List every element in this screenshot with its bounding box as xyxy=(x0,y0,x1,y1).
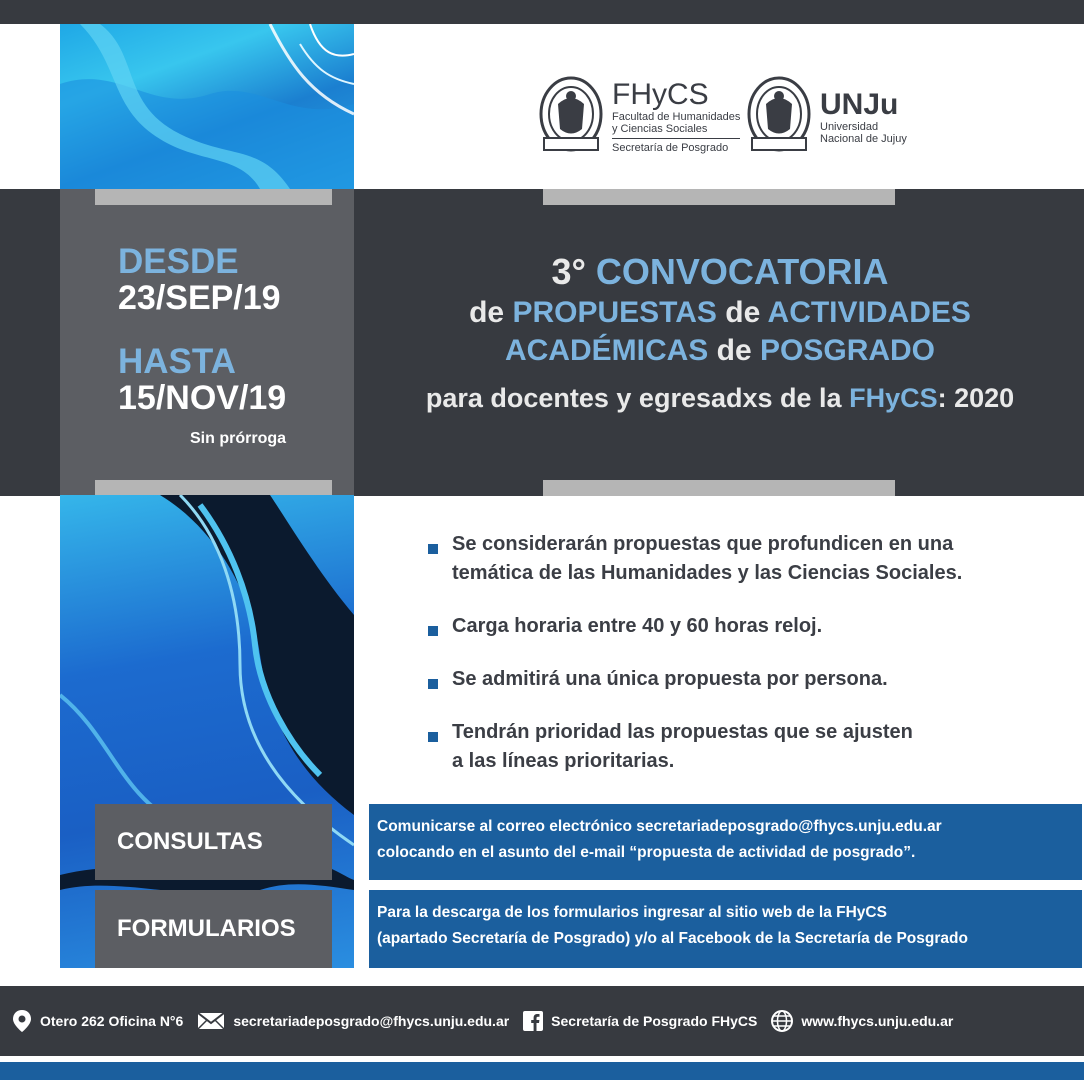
list-item xyxy=(426,718,1046,776)
no-extension-note: Sin prórroga xyxy=(190,430,287,447)
list-item xyxy=(426,665,1046,694)
website-text: www.fhycs.unju.edu.ar xyxy=(801,1013,954,1029)
subtitle-fhycs: FHyCS xyxy=(849,383,938,413)
unju-logo xyxy=(746,74,907,160)
list-item xyxy=(426,530,1046,588)
consultas-info xyxy=(369,804,1082,880)
bullet-line: a las líneas prioritarias. xyxy=(452,750,675,772)
fhycs-acronym: FHyCS xyxy=(612,78,709,111)
footer-email[interactable] xyxy=(197,1012,509,1030)
grey-tab xyxy=(543,480,895,496)
university-seal-icon xyxy=(538,74,604,160)
bullet-line: Carga horaria entre 40 y 60 horas reloj. xyxy=(452,615,823,637)
title-convocatoria: CONVOCATORIA xyxy=(595,251,889,292)
university-seal-icon xyxy=(746,74,812,160)
title-academicas: ACADÉMICAS xyxy=(504,334,709,367)
bullet-square-icon xyxy=(428,679,438,689)
fhycs-line2: y Ciencias Sociales xyxy=(612,123,708,135)
unju-acronym: UNJu xyxy=(820,88,899,121)
fhycs-line1: Facultad de Humanidades xyxy=(612,111,741,123)
grey-tab xyxy=(95,480,332,496)
facebook-icon xyxy=(523,1011,543,1031)
email-text: secretariadeposgrado@fhycs.unju.edu.ar xyxy=(233,1013,510,1029)
bullet-square-icon xyxy=(428,732,438,742)
consultas-line: Comunicarse al correo electrónico secretariadeposgrado@fhycs.unju.edu.ar xyxy=(377,818,942,835)
headline xyxy=(365,250,1075,416)
unju-line1: Universidad xyxy=(820,121,879,133)
footer-facebook[interactable] xyxy=(523,1011,757,1031)
to-label: HASTA xyxy=(118,342,236,381)
title-de: de xyxy=(716,334,752,367)
bullet-line: temática de las Humanidades y las Ciencias Sociales. xyxy=(452,562,963,584)
abstract-art-top xyxy=(60,24,354,189)
to-date: 15/NOV/19 xyxy=(118,379,287,417)
subtitle-year: : 2020 xyxy=(937,383,1015,413)
formularios-label: FORMULARIOS xyxy=(95,890,332,968)
title-posgrado: POSGRADO xyxy=(760,334,936,367)
bottom-bar xyxy=(0,1062,1084,1080)
title-actividades: ACTIVIDADES xyxy=(767,296,971,329)
fhycs-logo xyxy=(538,74,740,160)
consultas-line: colocando en el asunto del e-mail “propuesta de actividad de posgrado”. xyxy=(377,844,916,861)
address-text: Otero 262 Oficina N°6 xyxy=(40,1013,184,1029)
footer-address xyxy=(12,1009,183,1033)
footer xyxy=(0,986,1084,1056)
title-number: 3° xyxy=(551,251,586,292)
requirements-list xyxy=(426,530,1046,800)
title-de: de xyxy=(725,296,761,329)
formularios-info xyxy=(369,890,1082,968)
dates-block xyxy=(118,244,286,416)
grey-tab xyxy=(95,189,332,205)
facebook-text: Secretaría de Posgrado FHyCS xyxy=(551,1013,758,1029)
bullet-square-icon xyxy=(428,626,438,636)
bullet-square-icon xyxy=(428,544,438,554)
consultas-label: CONSULTAS xyxy=(95,804,332,880)
bullet-line: Se considerarán propuestas que profundicen en una xyxy=(452,533,954,555)
list-item xyxy=(426,612,1046,641)
fhycs-dept: Secretaría de Posgrado xyxy=(612,138,740,155)
formularios-line: Para la descarga de los formularios ingresar al sitio web de la FHyCS xyxy=(377,904,887,921)
subtitle-text: para docentes y egresadxs de la xyxy=(425,383,842,413)
top-bar xyxy=(0,0,1084,24)
formularios-line: (apartado Secretaría de Posgrado) y/o al Facebook de la Secretaría de Posgrado xyxy=(377,930,968,947)
title-de: de xyxy=(469,296,505,329)
grey-tab xyxy=(543,189,895,205)
unju-line2: Nacional de Jujuy xyxy=(820,133,907,145)
title-propuestas: PROPUESTAS xyxy=(512,296,717,329)
bullet-line: Se admitirá una única propuesta por persona. xyxy=(452,668,888,690)
location-pin-icon xyxy=(12,1009,32,1033)
bullet-line: Tendrán prioridad las propuestas que se ajusten xyxy=(452,721,913,743)
from-date: 23/SEP/19 xyxy=(118,279,281,317)
footer-website[interactable] xyxy=(771,1010,953,1032)
envelope-icon xyxy=(197,1012,225,1030)
from-label: DESDE xyxy=(118,242,239,281)
globe-icon xyxy=(771,1010,793,1032)
